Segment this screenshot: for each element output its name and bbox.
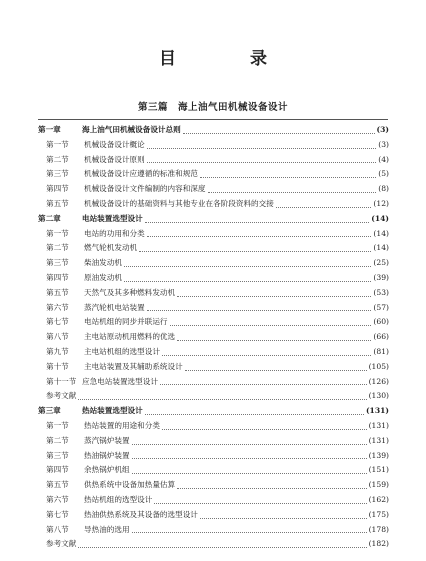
toc-page-number: (131) bbox=[368, 420, 389, 430]
toc-number: 第三节 bbox=[46, 169, 69, 179]
toc-leader-dots bbox=[78, 399, 366, 400]
toc-leader-dots bbox=[162, 355, 371, 356]
toc-section[interactable] bbox=[38, 494, 389, 509]
toc-page-number: (131) bbox=[365, 406, 389, 416]
toc-leader-dots bbox=[124, 266, 371, 267]
toc-title: 热站装置的用途和分类 bbox=[84, 420, 160, 430]
toc-page-number: (5) bbox=[378, 169, 389, 179]
toc-number: 第四节 bbox=[46, 184, 69, 194]
toc-section[interactable] bbox=[38, 361, 389, 376]
toc-chapter[interactable] bbox=[38, 405, 389, 420]
toc-title: 主电站机组的选型设计 bbox=[84, 346, 160, 356]
toc-number: 第七节 bbox=[46, 317, 69, 327]
toc-section[interactable] bbox=[38, 302, 389, 317]
toc-number: 第六节 bbox=[46, 302, 69, 312]
toc-title: 电站的功用和分类 bbox=[84, 228, 145, 238]
toc-title: 柴油发动机 bbox=[84, 258, 122, 268]
toc-title: 导热油的选用 bbox=[84, 524, 130, 534]
toc-number: 第四节 bbox=[46, 465, 69, 475]
toc-page-number: (130) bbox=[368, 391, 389, 401]
toc-leader-dots bbox=[145, 222, 369, 223]
toc-number: 第九节 bbox=[46, 346, 69, 356]
toc-section[interactable] bbox=[38, 139, 389, 154]
toc-leader-dots bbox=[177, 488, 366, 489]
toc-leader-dots bbox=[145, 414, 364, 415]
toc-title: 原油发动机 bbox=[84, 272, 122, 282]
toc-section[interactable] bbox=[38, 183, 389, 198]
toc-number: 第八节 bbox=[46, 524, 69, 534]
toc-page-number: (66) bbox=[373, 332, 389, 342]
toc-page-number: (60) bbox=[373, 317, 389, 327]
toc-title: 主电站装置及其辅助系统设计 bbox=[84, 361, 183, 371]
part-heading: 第三篇 海上油气田机械设备设计 bbox=[137, 102, 288, 113]
toc-leader-dots bbox=[124, 281, 371, 282]
toc-page-number: (159) bbox=[368, 480, 389, 490]
toc-references[interactable] bbox=[38, 390, 389, 405]
page-title: 目 录 bbox=[159, 49, 301, 69]
toc-page-number: (14) bbox=[373, 243, 389, 253]
toc-title: 热油锅炉装置 bbox=[84, 450, 130, 460]
toc-page-number: (182) bbox=[368, 539, 389, 549]
toc-section[interactable] bbox=[38, 420, 389, 435]
toc-page-number: (25) bbox=[373, 258, 389, 268]
toc-leader-dots bbox=[200, 177, 376, 178]
toc-leader-dots bbox=[132, 473, 367, 474]
toc-number: 第二节 bbox=[46, 435, 69, 445]
toc-section[interactable] bbox=[38, 435, 389, 450]
toc-title: 天然气及其多种燃料发动机 bbox=[84, 287, 176, 297]
toc-leader-dots bbox=[162, 429, 367, 430]
toc-section[interactable] bbox=[38, 228, 389, 243]
toc-leader-dots bbox=[78, 547, 366, 548]
toc-leader-dots bbox=[154, 503, 366, 504]
toc-leader-dots bbox=[177, 340, 371, 341]
toc-list bbox=[38, 124, 389, 553]
toc-page-number: (175) bbox=[368, 509, 389, 519]
toc-leader-dots bbox=[132, 532, 367, 533]
toc-page-number: (151) bbox=[368, 465, 389, 475]
toc-section[interactable] bbox=[38, 346, 389, 361]
toc-title: 燃气轮机发动机 bbox=[84, 243, 138, 253]
toc-title: 蒸汽轮机电站装置 bbox=[84, 302, 145, 312]
toc-title: 蒸汽锅炉装置 bbox=[84, 435, 130, 445]
toc-page-number: (57) bbox=[373, 302, 389, 312]
toc-page-number: (12) bbox=[373, 198, 389, 208]
toc-number: 第十一节 bbox=[46, 376, 77, 386]
toc-chapter[interactable] bbox=[38, 124, 389, 139]
toc-section[interactable] bbox=[38, 479, 389, 494]
toc-page-number: (126) bbox=[368, 376, 389, 386]
toc-number: 第一节 bbox=[46, 228, 69, 238]
toc-number: 第一节 bbox=[46, 139, 69, 149]
toc-leader-dots bbox=[160, 384, 367, 385]
toc-section[interactable] bbox=[38, 524, 389, 539]
toc-number: 第二节 bbox=[46, 243, 69, 253]
toc-leader-dots bbox=[200, 518, 367, 519]
toc-number: 第二节 bbox=[46, 154, 69, 164]
toc-section[interactable] bbox=[38, 287, 389, 302]
toc-number: 第六节 bbox=[46, 494, 69, 504]
toc-number: 第七节 bbox=[46, 509, 69, 519]
toc-page-number: (14) bbox=[373, 228, 389, 238]
toc-title: 机械设备设计的基础资料与其他专业在各阶段资料的交接 bbox=[84, 198, 274, 208]
toc-leader-dots bbox=[132, 444, 367, 445]
toc-leader-dots bbox=[170, 325, 372, 326]
toc-page-number: (81) bbox=[373, 346, 389, 356]
toc-leader-dots bbox=[185, 370, 367, 371]
toc-title: 机械设备设计文件编制的内容和深度 bbox=[84, 184, 206, 194]
toc-page-number: (178) bbox=[368, 524, 389, 534]
toc-leader-dots bbox=[132, 458, 367, 459]
toc-number: 第五节 bbox=[46, 198, 69, 208]
toc-title: 热油供热系统及其设备的选型设计 bbox=[84, 509, 198, 519]
toc-section[interactable] bbox=[38, 154, 389, 169]
toc-chapter[interactable] bbox=[38, 213, 389, 228]
toc-title: 应急电站装置选型设计 bbox=[82, 376, 158, 386]
toc-page-number: (14) bbox=[371, 213, 389, 223]
toc-leader-dots bbox=[208, 192, 377, 193]
toc-section[interactable] bbox=[38, 272, 389, 287]
toc-number: 第三节 bbox=[46, 450, 69, 460]
toc-leader-dots bbox=[147, 148, 376, 149]
toc-section[interactable] bbox=[38, 198, 389, 213]
toc-page-number: (4) bbox=[378, 154, 389, 164]
toc-title: 热站机组的选型设计 bbox=[84, 494, 153, 504]
toc-leader-dots bbox=[276, 207, 372, 208]
toc-number: 第三节 bbox=[46, 258, 69, 268]
toc-title: 机械设备设计原则 bbox=[84, 154, 145, 164]
toc-section[interactable] bbox=[38, 509, 389, 524]
toc-number: 第五节 bbox=[46, 480, 69, 490]
toc-number: 第一节 bbox=[46, 420, 69, 430]
toc-number: 参考文献 bbox=[46, 539, 77, 549]
toc-number: 第三章 bbox=[38, 406, 61, 416]
toc-title: 热站装置选型设计 bbox=[82, 406, 143, 416]
toc-leader-dots bbox=[177, 296, 371, 297]
toc-title: 机械设备设计概论 bbox=[84, 139, 145, 149]
toc-title: 余热锅炉机组 bbox=[84, 465, 130, 475]
toc-leader-dots bbox=[147, 310, 372, 311]
toc-page-number: (8) bbox=[378, 184, 389, 194]
toc-section[interactable] bbox=[38, 331, 389, 346]
toc-section[interactable] bbox=[38, 168, 389, 183]
toc-page-number: (39) bbox=[373, 272, 389, 282]
toc-leader-dots bbox=[139, 251, 371, 252]
toc-number: 第四节 bbox=[46, 272, 69, 282]
toc-number: 第八节 bbox=[46, 332, 69, 342]
toc-number: 第一章 bbox=[38, 125, 61, 134]
toc-title: 电站装置选型设计 bbox=[82, 213, 143, 223]
toc-page-number: (53) bbox=[373, 287, 389, 297]
toc-number: 第十节 bbox=[46, 361, 69, 371]
toc-title: 主电站原动机用燃料的优选 bbox=[84, 332, 176, 342]
toc-page-number: (131) bbox=[368, 435, 389, 445]
toc-title: 海上油气田机械设备设计总则 bbox=[82, 125, 181, 134]
toc-number: 第五节 bbox=[46, 287, 69, 297]
toc-title: 电站机组的同步并联运行 bbox=[84, 317, 168, 327]
toc-section[interactable] bbox=[38, 376, 389, 391]
toc-section[interactable] bbox=[38, 450, 389, 465]
toc-references[interactable] bbox=[38, 538, 389, 553]
toc-number: 参考文献 bbox=[46, 391, 77, 401]
toc-page-number: (162) bbox=[368, 494, 389, 504]
toc-title: 供热系统中设备加热量估算 bbox=[84, 480, 176, 490]
toc-section[interactable] bbox=[38, 242, 389, 257]
heading-rule bbox=[38, 119, 388, 120]
toc-page-number: (3) bbox=[376, 125, 389, 134]
toc-section[interactable] bbox=[38, 464, 389, 479]
toc-section[interactable] bbox=[38, 316, 389, 331]
toc-page-number: (3) bbox=[378, 139, 389, 149]
toc-title: 机械设备设计应遵循的标准和规范 bbox=[84, 169, 198, 179]
toc-number: 第二章 bbox=[38, 213, 61, 223]
toc-leader-dots bbox=[147, 236, 372, 237]
toc-page-number: (139) bbox=[368, 450, 389, 460]
toc-section[interactable] bbox=[38, 257, 389, 272]
toc-leader-dots bbox=[183, 133, 375, 134]
toc-page-number: (105) bbox=[368, 361, 389, 371]
toc-leader-dots bbox=[147, 162, 376, 163]
